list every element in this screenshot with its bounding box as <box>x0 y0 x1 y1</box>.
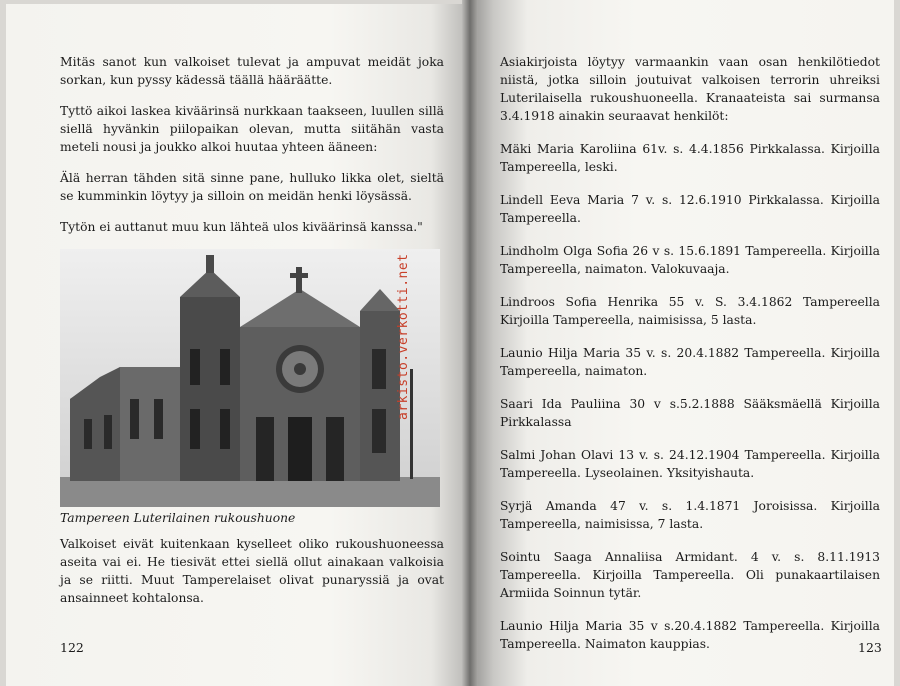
right-intro: Asiakirjoista löytyy varmaankin vaan osan henkilötiedot niistä, jotka silloin joutuivat valkoisen terrorin uhreiksi Luterilaisella rukoushuoneella. Kranaateista sai surmansa 3.4.1918 ainakin seuraavat henkilöt: <box>500 55 880 123</box>
right-text-column <box>500 53 880 668</box>
watermark-text: arkisto.verkotti.net <box>396 253 411 420</box>
victim-entry: Salmi Johan Olavi 13 v. s. 24.12.1904 Tampereella. Kirjoilla Tampereella. Lyseolainen. Yksityishauta. <box>500 448 880 480</box>
photo-caption: Tampereen Luterilainen rukoushuone <box>60 511 296 525</box>
victim-entry: Lindholm Olga Sofia 26 v s. 15.6.1891 Tampereella. Kirjoilla Tampereella, naimaton. Valokuvaaja. <box>500 244 880 276</box>
victim-entry: Mäki Maria Karoliina 61v. s. 4.4.1856 Pirkkalassa. Kirjoilla Tampereella, leski. <box>500 142 880 174</box>
page-number-left: 122 <box>60 640 84 655</box>
church-photo <box>60 249 440 507</box>
victim-entry: Syrjä Amanda 47 v. s. 1.4.1871 Joroisissa. Kirjoilla Tampereella, naimisissa, 7 lasta. <box>500 499 880 531</box>
victim-entry: Lindroos Sofia Henrika 55 v. S. 3.4.1862 Tampereella Kirjoilla Tampereella, naimisissa, 5 lasta. <box>500 295 880 327</box>
left-paragraph: Älä herran tähden sitä sinne pane, hulluko likka olet, sieltä se kumminkin löytyy ja silloin on meidän henki löysässä. <box>60 171 444 203</box>
victim-entry: Launio Hilja Maria 35 v. s. 20.4.1882 Tampereella. Kirjoilla Tampereella, naimaton. <box>500 346 880 378</box>
left-paragraph: Mitäs sanot kun valkoiset tulevat ja ampuvat meidät joka sorkan, kun pyssy kädessä täällä hääräätte. <box>60 55 444 87</box>
page-number-right: 123 <box>858 640 882 655</box>
left-paragraph: Valkoiset eivät kuitenkaan kyselleet oliko rukoushuoneessa aseita vai ei. He tiesivät ettei siellä ollut ainakaan valkoisia ja se riitti. Muut Tamperelaiset olivat punaryssiä ja ovat ansainneet kohtalonsa. <box>60 537 444 605</box>
book-gutter <box>462 0 478 686</box>
victim-entry: Lindell Eeva Maria 7 v. s. 12.6.1910 Pirkkalassa. Kirjoilla Tampereella. <box>500 193 880 225</box>
left-paragraph: Tyttö aikoi laskea kiväärinsä nurkkaan taakseen, luullen sillä siellä hyvänkin piilopaikan olevan, mutta siitähän vasta meteli nousi ja joukko alkoi huutaa yhteen ääneen: <box>60 104 444 154</box>
church-illustration <box>60 249 440 507</box>
left-paragraph: Tytön ei auttanut muu kun lähteä ulos kiväärinsä kanssa." <box>60 220 423 234</box>
victim-entry: Launio Hilja Maria 35 v s.20.4.1882 Tampereella. Kirjoilla Tampereella. Naimaton kauppias. <box>500 619 880 651</box>
photo-watermark <box>396 253 416 420</box>
left-text-column <box>60 53 444 620</box>
victim-entry: Sointu Saaga Annaliisa Armidant. 4 v. s. 8.11.1913 Tampereella. Kirjoilla Tampereella. Oli punakaartilaisen Armiida Soinnun tytär. <box>500 550 880 600</box>
victim-entry: Saari Ida Pauliina 30 v s.5.2.1888 Sääksmäellä Kirjoilla Pirkkalassa <box>500 397 880 429</box>
